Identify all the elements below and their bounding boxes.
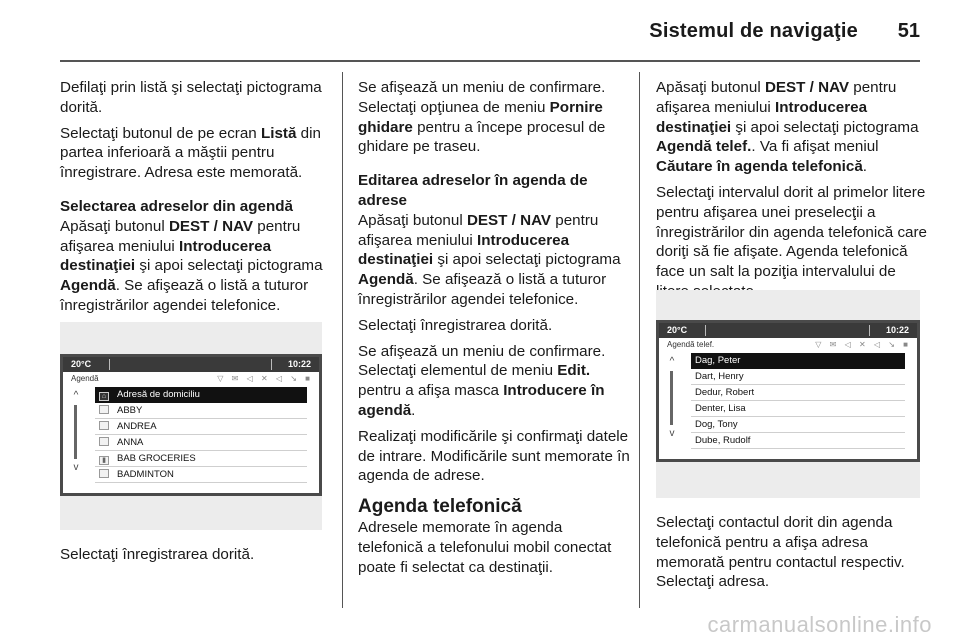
agenda-list	[95, 387, 307, 483]
list-item[interactable]: Dag, Peter	[691, 353, 905, 369]
scrollbar[interactable]	[69, 391, 83, 473]
screen-subtitle: Agendă	[71, 374, 99, 383]
contact-icon	[99, 405, 109, 414]
status-bar	[659, 323, 917, 338]
column-1-caption	[60, 545, 332, 571]
screen-subtitle: Agendă telef.	[667, 340, 715, 349]
temperature: 20°C	[667, 325, 688, 335]
contact-icon	[99, 421, 109, 430]
screen-phonebook	[656, 320, 920, 462]
scroll-up-icon[interactable]: ^	[669, 356, 675, 367]
paragraph: Selectaţi intervalul dorit al primelor litere pentru afişarea unei preselecţii a înregistrărilor din agenda telefonică care doriţi să fie afişate. Agenda telefonică face un salt la poziţia intervalului de	[656, 183, 928, 281]
contact-icon	[99, 437, 109, 446]
paragraph: Se afişează un meniu de confirmare. Selectaţi elementul de meniu Edit. pentru a afişa masca Introducere în agendă.	[358, 342, 606, 419]
column-divider-2	[639, 72, 640, 608]
column-2	[358, 78, 630, 584]
watermark: carmanualsonline.info	[707, 612, 932, 637]
clock: 10:22	[287, 359, 311, 369]
list-item[interactable]: Dedur, Robert	[691, 385, 905, 401]
list-item[interactable]: Denter, Lisa	[691, 401, 905, 417]
list-item[interactable]: Dube, Rudolf	[691, 433, 905, 449]
contact-icon	[99, 469, 109, 478]
status-icons: ▽ ✉ ◁ ✕ ◁ ↘ ■	[217, 374, 313, 383]
list-item[interactable]: Dart, Henry	[691, 369, 905, 385]
paragraph: Selectaţi înregistrarea dorită.	[358, 316, 553, 334]
status-icons: ▽ ✉ ◁ ✕ ◁ ↘ ■	[815, 340, 911, 349]
paragraph: Selectaţi butonul de pe ecran Listă din partea inferioară a măştii pentru înregistrare. Adresa este memorată.	[60, 124, 321, 182]
status-bar	[63, 357, 319, 372]
section-heading: Editarea adreselor în agenda de adrese	[358, 172, 588, 209]
list-item[interactable]: ⌂ Adresă de domiciliu	[95, 387, 307, 403]
section-heading: Selectarea adreselor din agendă	[60, 197, 293, 215]
page-header	[60, 20, 920, 64]
section-heading: Agenda telefonică	[358, 496, 522, 518]
paragraph: Adresele memorate în agenda telefonică a telefonului mobil conectat poate fi selectat ca destinaţii.	[358, 519, 612, 576]
temperature: 20°C	[71, 359, 92, 369]
clock: 10:22	[885, 325, 909, 335]
scrollbar[interactable]	[665, 357, 679, 439]
column-3	[656, 78, 928, 308]
list-item[interactable]: ▮ BAB GROCERIES	[95, 451, 307, 467]
list-item[interactable]: ABBY	[95, 403, 307, 419]
column-1	[60, 78, 332, 322]
scroll-down-icon[interactable]: v	[669, 428, 675, 439]
page-title: Sistemul de navigaţie	[649, 20, 858, 42]
home-icon: ⌂	[99, 392, 109, 401]
header-divider	[60, 60, 920, 62]
scroll-down-icon[interactable]: v	[73, 462, 79, 473]
phonebook-list	[691, 353, 905, 449]
list-item[interactable]: BADMINTON	[95, 467, 307, 483]
column-3-caption	[656, 513, 928, 598]
paragraph: Selectaţi înregistrarea dorită.	[60, 546, 255, 563]
list-item[interactable]: ANNA	[95, 435, 307, 451]
paragraph: Apăsaţi butonul DEST / NAV pentru afişarea meniului Introducerea destinaţiei şi apoi selectaţi pictograma Agendă. Se afişează o listă a tuturor înregistrărilor agendei telefonice.	[60, 217, 323, 314]
scroll-up-icon[interactable]: ^	[73, 390, 79, 401]
list-item[interactable]: ANDREA	[95, 419, 307, 435]
paragraph: Selectaţi contactul dorit din agenda telefonică pentru a afişa adresa memorată pentru contactul respectiv. Selectaţi adresa.	[656, 514, 905, 591]
list-item[interactable]: Dog, Tony	[691, 417, 905, 433]
paragraph: Realizaţi modificările şi confirmaţi datele de intrare. Modificările sunt memorate în agenda de adrese.	[358, 427, 630, 485]
screen-agenda	[60, 354, 322, 496]
column-divider-1	[342, 72, 343, 608]
page-number: 51	[897, 20, 920, 42]
shop-icon: ▮	[99, 456, 109, 465]
paragraph: Apăsaţi butonul DEST / NAV pentru afişarea meniului Introducerea destinaţiei şi apoi selectaţi pictograma Agendă telef.. Va fi afişat meniul Căutare în agenda telefonică.	[656, 79, 919, 176]
paragraph: Se afişează un meniu de confirmare. Selectaţi opţiunea de meniu Pornire ghidare pentru a începe procesul de ghidare pe traseu.	[358, 79, 606, 156]
paragraph: Defilaţi prin listă şi selectaţi pictograma dorită.	[60, 79, 322, 116]
paragraph: Apăsaţi butonul DEST / NAV pentru afişarea meniului Introducerea destinaţiei şi apoi selectaţi pictograma Agendă. Se afişează o listă a tuturor înregistrărilor agendei telefonice.	[358, 211, 621, 308]
